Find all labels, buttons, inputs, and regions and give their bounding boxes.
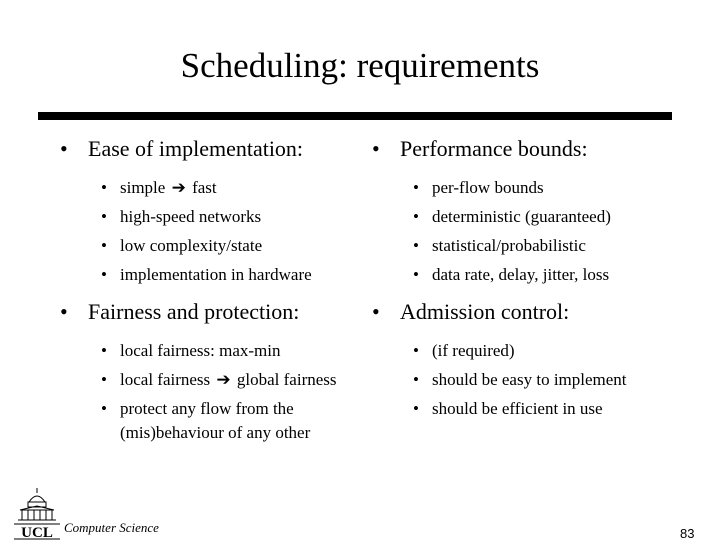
bullet-list bbox=[60, 176, 360, 287]
heading-text: Admission control: bbox=[400, 299, 570, 324]
heading-text: Ease of implementation: bbox=[88, 136, 304, 161]
heading-text: Fairness and protection: bbox=[88, 299, 300, 324]
bullet-icon: • bbox=[101, 370, 107, 389]
item-text: implementation in hardware bbox=[120, 265, 312, 284]
item-text: per-flow bounds bbox=[432, 178, 544, 197]
list-item bbox=[60, 263, 360, 287]
title-divider bbox=[38, 112, 672, 120]
bullet-icon: • bbox=[60, 299, 68, 324]
list-item bbox=[372, 368, 702, 392]
item-text: (if required) bbox=[432, 341, 515, 360]
item-text: local fairness bbox=[120, 370, 211, 389]
bullet-icon: • bbox=[372, 136, 380, 161]
bullet-icon: • bbox=[101, 207, 107, 226]
item-text: local fairness: max-min bbox=[120, 341, 281, 360]
section-ease bbox=[60, 134, 360, 287]
page-number: 83 bbox=[680, 526, 695, 541]
bullet-icon: • bbox=[101, 399, 107, 418]
bullet-icon: • bbox=[101, 236, 107, 255]
item-text: should be easy to implement bbox=[432, 370, 627, 389]
list-item bbox=[372, 263, 702, 287]
list-item bbox=[60, 205, 360, 229]
bullet-list bbox=[372, 176, 702, 287]
ucl-logo bbox=[12, 486, 62, 542]
bullet-icon: • bbox=[413, 265, 419, 284]
slide-title: Scheduling: requirements bbox=[180, 46, 540, 85]
bullet-icon: • bbox=[413, 341, 419, 360]
section-heading bbox=[372, 297, 702, 327]
item-text: deterministic (guaranteed) bbox=[432, 207, 611, 226]
item-text: high-speed networks bbox=[120, 207, 262, 226]
section-admission bbox=[372, 297, 702, 421]
section-performance bbox=[372, 134, 702, 287]
department-name: Computer Science bbox=[64, 520, 159, 535]
heading-text: Performance bounds: bbox=[400, 136, 588, 161]
list-item bbox=[60, 234, 360, 258]
list-item bbox=[372, 339, 702, 363]
item-text: should be efficient in use bbox=[432, 399, 603, 418]
bullet-icon: • bbox=[413, 236, 419, 255]
section-fairness bbox=[60, 297, 360, 445]
left-column bbox=[60, 134, 360, 455]
section-heading bbox=[60, 297, 360, 327]
bullet-icon: • bbox=[101, 265, 107, 284]
list-item bbox=[372, 234, 702, 258]
bullet-icon: • bbox=[413, 207, 419, 226]
bullet-icon: • bbox=[101, 341, 107, 360]
list-item bbox=[372, 205, 702, 229]
item-text: global fairness bbox=[236, 370, 337, 389]
item-text: data rate, delay, jitter, loss bbox=[432, 265, 610, 284]
bullet-icon: • bbox=[60, 136, 68, 161]
list-item bbox=[60, 176, 360, 200]
bullet-icon: • bbox=[101, 178, 107, 197]
section-heading bbox=[372, 134, 702, 164]
bullet-icon: • bbox=[413, 370, 419, 389]
item-text: fast bbox=[192, 178, 217, 197]
list-item bbox=[60, 368, 360, 392]
list-item bbox=[372, 176, 702, 200]
section-heading bbox=[60, 134, 360, 164]
list-item bbox=[60, 339, 360, 363]
item-text: low complexity/state bbox=[120, 236, 263, 255]
item-text: protect any flow from the (mis)behaviour of any other bbox=[120, 399, 311, 442]
bullet-list bbox=[372, 339, 702, 421]
logo-text: UCL bbox=[21, 525, 53, 541]
bullet-list bbox=[60, 339, 360, 445]
bullet-icon: • bbox=[413, 399, 419, 418]
bullet-icon: • bbox=[372, 299, 380, 324]
list-item bbox=[372, 397, 702, 421]
bullet-icon: • bbox=[413, 178, 419, 197]
item-text: simple bbox=[120, 178, 166, 197]
list-item bbox=[60, 397, 360, 445]
item-text: statistical/probabilistic bbox=[432, 236, 586, 255]
arrow-right-icon: ➔ bbox=[171, 178, 186, 197]
right-column bbox=[372, 134, 702, 431]
arrow-right-icon: ➔ bbox=[216, 370, 231, 389]
